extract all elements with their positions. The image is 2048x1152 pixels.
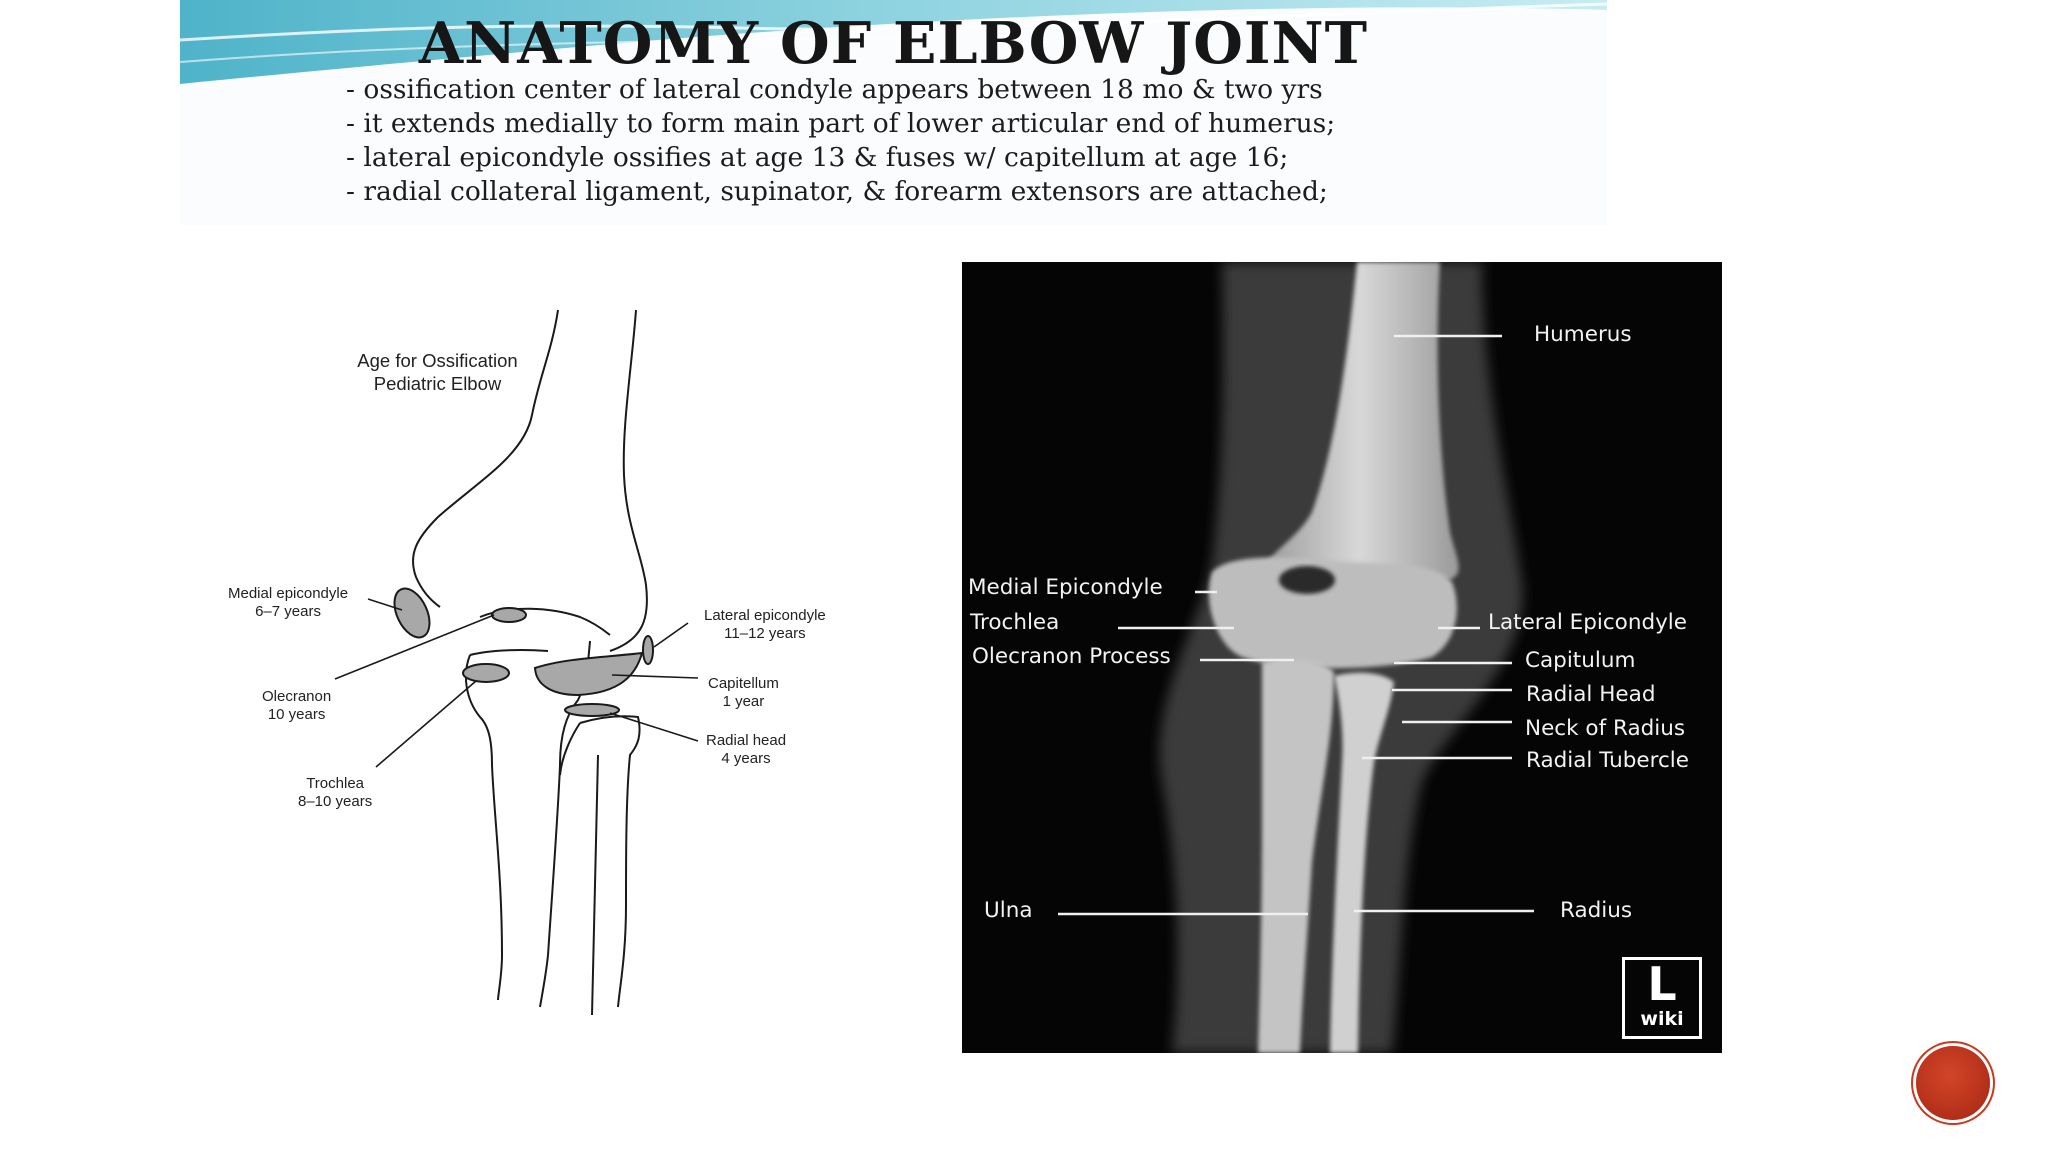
- xray-label-capitulum: Capitulum: [1525, 648, 1636, 673]
- label-lateral-epicondyle: [704, 607, 826, 643]
- bullet-item: - it extends medially to form main part of lower articular end of humerus;: [346, 108, 1336, 139]
- bullet-item: - radial collateral ligament, supinator, & forearm extensors are attached;: [346, 176, 1328, 207]
- label-name: Lateral epicondyle: [704, 607, 826, 624]
- xray-label-medial-epicondyle: Medial Epicondyle: [968, 575, 1163, 600]
- label-name: Capitellum: [708, 675, 779, 692]
- xray-label-neck-of-radius: Neck of Radius: [1525, 716, 1686, 741]
- label-olecranon: [262, 688, 331, 724]
- bullet-item: - ossification center of lateral condyle appears between 18 mo & two yrs: [346, 74, 1323, 105]
- xray-label-olecranon-process: Olecranon Process: [972, 644, 1171, 669]
- xray-label-trochlea: Trochlea: [970, 610, 1060, 635]
- label-age: 10 years: [267, 706, 326, 723]
- xray-label-humerus: Humerus: [1534, 322, 1632, 347]
- label-capitellum: [708, 675, 779, 711]
- xray-label-lateral-epicondyle: Lateral Epicondyle: [1488, 610, 1688, 635]
- ossification-diagram: [180, 255, 960, 1035]
- medial-epicondyle-center: [387, 583, 436, 643]
- label-age: 6–7 years: [255, 603, 321, 620]
- label-age: 11–12 years: [724, 625, 806, 642]
- label-name: Olecranon: [262, 688, 332, 705]
- bullet-list: [346, 73, 1335, 209]
- logo-letter: L: [1647, 957, 1677, 1011]
- logo-text: wiki: [1640, 1008, 1684, 1030]
- xray-label-radial-head: Radial Head: [1526, 682, 1656, 707]
- label-radial-head: [706, 732, 786, 768]
- label-name: Radial head: [706, 732, 787, 749]
- elbow-xray: [962, 262, 1722, 1053]
- lateral-epicondyle-center: [643, 636, 653, 664]
- capitellum-center: [535, 653, 642, 695]
- slide-title: ANATOMY OF ELBOW JOINT: [418, 10, 1369, 77]
- lwiki-logo: [1622, 957, 1702, 1039]
- label-age: 1 year: [722, 693, 765, 710]
- xray-label-radius: Radius: [1560, 898, 1633, 923]
- label-name: Trochlea: [306, 775, 365, 792]
- radial-head-center: [565, 704, 619, 716]
- xray-label-ulna: Ulna: [984, 898, 1033, 923]
- small-ossicle: [492, 608, 526, 622]
- trochlea-center: [463, 664, 509, 682]
- diagram-title: [320, 349, 555, 395]
- elbow-line-drawing: [180, 255, 960, 1035]
- label-age: 8–10 years: [298, 793, 373, 810]
- label-age: 4 years: [721, 750, 771, 767]
- label-medial-epicondyle: [228, 585, 348, 621]
- diagram-title-line: Pediatric Elbow: [373, 373, 502, 394]
- diagram-title-line: Age for Ossification: [357, 350, 518, 371]
- label-trochlea: [298, 775, 372, 811]
- label-name: Medial epicondyle: [228, 585, 349, 602]
- circle-nav-icon[interactable]: [1916, 1046, 1990, 1120]
- bullet-item: - lateral epicondyle ossifies at age 13 & fuses w/ capitellum at age 16;: [346, 142, 1289, 173]
- xray-label-radial-tubercle: Radial Tubercle: [1526, 748, 1690, 773]
